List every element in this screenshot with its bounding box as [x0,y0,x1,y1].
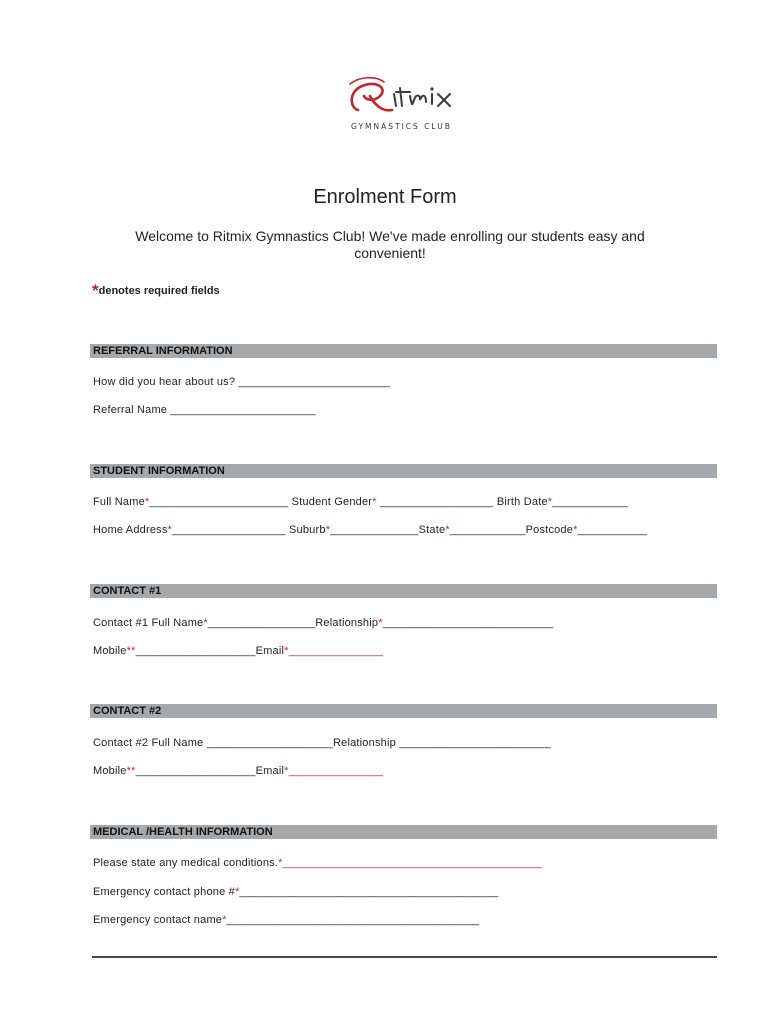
required-note [92,281,220,301]
full-name-line[interactable]: ______________________ Student Gender [149,496,373,508]
student-row-1[interactable] [93,496,628,508]
required-star: * [92,281,99,300]
logo-subtitle: GYMNASTICS CLUB [351,122,452,131]
page-title: Enrolment Form [313,186,457,208]
emergency-name-row[interactable] [93,914,479,926]
section-student-header: STUDENT INFORMATION [90,464,717,478]
emergency-name-star: * [222,914,227,926]
medical-conditions-label: Please state any medical conditions. [93,857,279,869]
home-address-label: Home Address [93,524,168,536]
gender-star: * [372,496,377,508]
hear-about-field[interactable]: How did you hear about us? ________________________ [93,376,391,388]
contact1-mobile-line[interactable]: ___________________Email [135,645,285,657]
contact1-mobile-star: ** [126,645,136,657]
emergency-phone-label: Emergency contact phone # [93,886,235,898]
referral-name-field[interactable]: Referral Name _______________________ [93,404,316,416]
state-star: * [445,524,450,536]
contact2-mobile-star: ** [126,765,136,777]
contact1-email-line[interactable]: _______________ [288,645,384,657]
section-referral-header: REFERRAL INFORMATION [90,344,717,358]
home-address-line[interactable]: __________________ Suburb [172,524,326,536]
medical-conditions-line[interactable]: _________________________________________ [282,857,542,869]
welcome-text: Welcome to Ritmix Gymnastics Club! We've made enrolling our students easy and convenient! [135,228,645,261]
section-medical-header: MEDICAL /HEALTH INFORMATION [90,825,717,839]
contact2-row-1[interactable]: Contact #2 Full Name ____________________Relationship ________________________ [93,737,551,749]
contact1-row-2[interactable] [93,645,383,657]
contact1-mobile-label: Mobile [93,645,127,657]
section-contact2-header: CONTACT #2 [90,704,717,718]
contact2-row-2[interactable] [93,765,383,777]
state-line[interactable]: ____________Postcode [449,524,574,536]
contact1-email-star: * [284,645,289,657]
section-contact1-header: CONTACT #1 [90,584,717,598]
contact1-relationship-line[interactable]: ___________________________ [382,617,554,629]
contact2-mobile-label: Mobile [93,765,127,777]
emergency-phone-line[interactable]: _________________________________________ [239,886,499,898]
contact2-email-line[interactable]: _______________ [288,765,384,777]
medical-conditions-star: * [278,857,283,869]
full-name-star: * [144,496,150,508]
emergency-phone-row[interactable] [93,886,499,898]
emergency-name-label: Emergency contact name [93,914,223,926]
suburb-star: * [325,524,331,536]
contact1-row-1[interactable] [93,617,553,629]
birth-date-line[interactable]: ____________ [552,496,629,508]
contact1-relationship-star: * [378,617,383,629]
ritmix-logo-mark [340,70,470,122]
suburb-line[interactable]: ______________State [330,524,446,536]
postcode-star: * [573,524,578,536]
postcode-line[interactable]: ___________ [577,524,648,536]
student-row-2[interactable] [93,524,647,536]
bottom-divider [92,956,717,958]
contact1-name-line[interactable]: _________________Relationship [207,617,379,629]
contact2-email-star: * [284,765,289,777]
emergency-name-line[interactable]: ________________________________________ [226,914,480,926]
required-note-text: denotes required fields [98,285,220,297]
emergency-phone-star: * [234,886,240,898]
contact1-name-label: Contact #1 Full Name [93,617,204,629]
home-address-star: * [167,524,173,536]
full-name-label: Full Name [93,496,145,508]
gender-line[interactable]: __________________ Birth Date [376,496,548,508]
contact1-name-star: * [203,617,208,629]
medical-conditions-row[interactable] [93,857,542,869]
birth-date-star: * [547,496,553,508]
contact2-mobile-line[interactable]: ___________________Email [135,765,285,777]
